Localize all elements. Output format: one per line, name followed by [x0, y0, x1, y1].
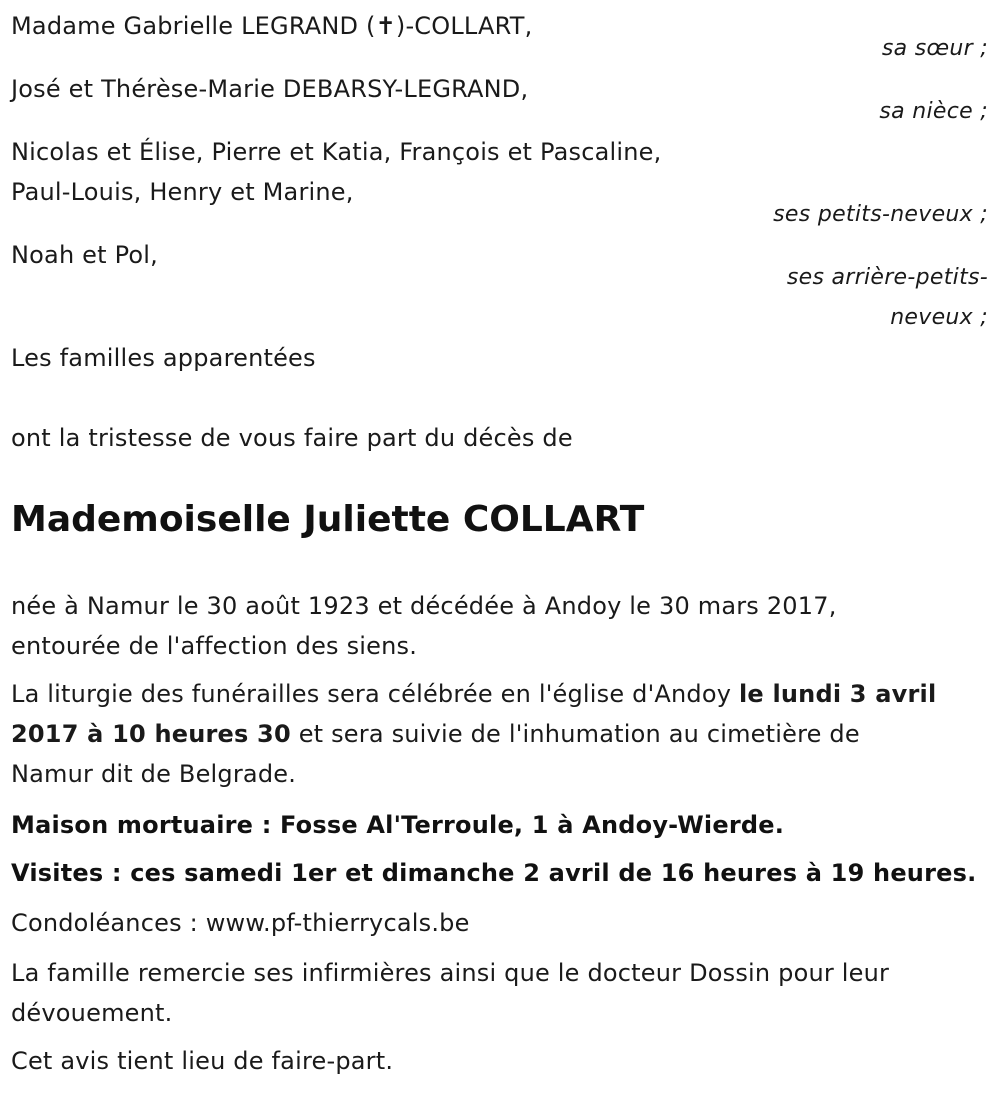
relation-great-grandnephews-line2: neveux ; — [890, 305, 988, 330]
relation-sister: sa sœur ; — [881, 36, 988, 61]
liturgy-line1 — [11, 674, 936, 714]
relation-grandnephews: ses petits-neveux ; — [773, 202, 988, 227]
liturgy-date-bold2: 2017 à 10 heures 30 — [11, 720, 291, 748]
liturgy-text-part2: et sera suivie de l'inhumation au cimetière de — [290, 720, 860, 748]
deceased-name: Mademoiselle Juliette COLLART — [11, 499, 645, 540]
liturgy-line2 — [11, 714, 860, 754]
family-great-grandnephews: Noah et Pol, — [11, 241, 158, 269]
liturgy-text-part1: La liturgie des funérailles sera célébrée en l'église d'Andoy — [11, 680, 739, 708]
closing-text: Cet avis tient lieu de faire-part. — [11, 1047, 394, 1075]
condoleances: Condoléances : www.pf-thierrycals.be — [11, 909, 470, 937]
visites: Visites : ces samedi 1er et dimanche 2 avril de 16 heures à 19 heures. — [11, 859, 977, 887]
family-member-sister: Madame Gabrielle LEGRAND (✝)-COLLART, — [11, 12, 533, 40]
family-member-niece: José et Thérèse-Marie DEBARSY-LEGRAND, — [11, 75, 529, 103]
relation-great-grandnephews-line1: ses arrière-petits- — [786, 265, 988, 290]
liturgy-date-bold1: le lundi 3 avril — [738, 680, 937, 708]
families-related: Les familles apparentées — [11, 344, 316, 372]
thanks-line2: dévouement. — [11, 999, 173, 1027]
relation-niece: sa nièce ; — [879, 99, 988, 124]
maison-mortuaire: Maison mortuaire : Fosse Al'Terroule, 1 à Andoy-Wierde. — [11, 811, 785, 839]
announcement-text: ont la tristesse de vous faire part du décès de — [11, 424, 573, 452]
family-grandnephews-line1: Nicolas et Élise, Pierre et Katia, François et Pascaline, — [11, 138, 662, 166]
birth-death-line2: entourée de l'affection des siens. — [11, 632, 418, 660]
family-grandnephews-line2: Paul-Louis, Henry et Marine, — [11, 178, 354, 206]
thanks-line1: La famille remercie ses infirmières ainsi que le docteur Dossin pour leur — [11, 959, 890, 987]
liturgy-line3: Namur dit de Belgrade. — [11, 760, 297, 788]
birth-death-line1: née à Namur le 30 août 1923 et décédée à Andoy le 30 mars 2017, — [11, 592, 837, 620]
